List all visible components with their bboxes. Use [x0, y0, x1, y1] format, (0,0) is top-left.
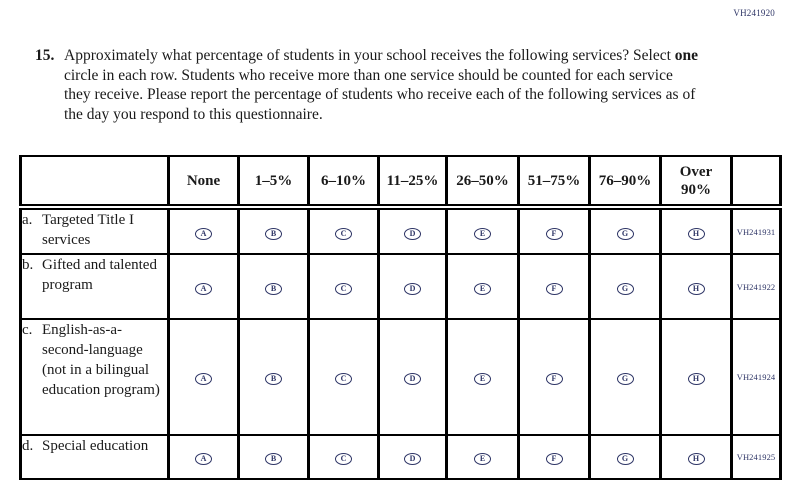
- response-bubble-a-G[interactable]: G: [617, 228, 634, 240]
- response-bubble-c-C[interactable]: C: [335, 373, 352, 385]
- code-column-header: [732, 156, 781, 207]
- response-bubble-c-A[interactable]: A: [195, 373, 212, 385]
- response-bubble-a-E[interactable]: E: [474, 228, 491, 240]
- services-percentage-table: [19, 155, 782, 480]
- response-bubble-a-F[interactable]: F: [546, 228, 563, 240]
- row-label-cell-d: [21, 435, 169, 479]
- response-bubble-a-C[interactable]: C: [335, 228, 352, 240]
- option-cell-a-A: [169, 207, 239, 254]
- question-15: [35, 46, 703, 124]
- row-letter: d.: [22, 438, 34, 454]
- response-bubble-c-G[interactable]: G: [617, 373, 634, 385]
- column-header-1-5: 1–5%: [239, 156, 309, 207]
- option-cell-b-A: [169, 254, 239, 319]
- question-number: 15.: [35, 47, 55, 64]
- column-header-26-50: 26–50%: [447, 156, 519, 207]
- column-header-over-90: Over 90%: [661, 156, 732, 207]
- option-cell-d-D: [379, 435, 447, 479]
- response-bubble-d-E[interactable]: E: [474, 453, 491, 465]
- response-bubble-a-H[interactable]: H: [688, 228, 705, 240]
- response-bubble-c-F[interactable]: F: [546, 373, 563, 385]
- option-cell-a-E: [447, 207, 519, 254]
- response-bubble-d-H[interactable]: H: [688, 453, 705, 465]
- option-cell-a-B: [239, 207, 309, 254]
- option-cell-d-A: [169, 435, 239, 479]
- table-body: [21, 207, 781, 479]
- question-text-segment: circle in each row. Students who receive more than one service should be counted for each service they receive. Please report the percentage of students who receive each of the following services as of the day you respond to this questionnaire.: [64, 66, 696, 123]
- response-bubble-d-F[interactable]: F: [546, 453, 563, 465]
- row-label: Gifted and talented program: [42, 257, 157, 293]
- column-header-none: None: [169, 156, 239, 207]
- row-label: Targeted Title I services: [42, 212, 134, 248]
- row-code: VH241922: [732, 254, 781, 319]
- option-cell-c-B: [239, 319, 309, 435]
- table-header-row: [21, 156, 781, 207]
- question-text-segment: one: [674, 47, 699, 64]
- response-bubble-a-B[interactable]: B: [265, 228, 282, 240]
- response-bubble-d-C[interactable]: C: [335, 453, 352, 465]
- response-bubble-b-F[interactable]: F: [546, 283, 563, 295]
- option-cell-b-E: [447, 254, 519, 319]
- row-label: English-as-a-second-language (not in a bilingual education program): [42, 322, 160, 398]
- option-cell-a-C: [309, 207, 379, 254]
- option-cell-b-F: [519, 254, 590, 319]
- option-cell-b-G: [590, 254, 661, 319]
- response-bubble-a-A[interactable]: A: [195, 228, 212, 240]
- row-code: VH241931: [732, 207, 781, 254]
- column-header-51-75: 51–75%: [519, 156, 590, 207]
- row-letter: a.: [22, 212, 33, 228]
- option-cell-b-D: [379, 254, 447, 319]
- response-bubble-a-D[interactable]: D: [404, 228, 421, 240]
- option-cell-d-H: [661, 435, 732, 479]
- response-bubble-b-B[interactable]: B: [265, 283, 282, 295]
- response-bubble-d-B[interactable]: B: [265, 453, 282, 465]
- option-cell-c-E: [447, 319, 519, 435]
- option-cell-c-G: [590, 319, 661, 435]
- response-bubble-c-H[interactable]: H: [688, 373, 705, 385]
- option-cell-d-G: [590, 435, 661, 479]
- table-row-c: [21, 319, 781, 435]
- row-label-cell-c: [21, 319, 169, 435]
- row-label: Special education: [42, 438, 149, 454]
- response-bubble-c-D[interactable]: D: [404, 373, 421, 385]
- option-cell-c-F: [519, 319, 590, 435]
- response-bubble-b-E[interactable]: E: [474, 283, 491, 295]
- option-cell-a-G: [590, 207, 661, 254]
- response-bubble-d-A[interactable]: A: [195, 453, 212, 465]
- option-cell-d-E: [447, 435, 519, 479]
- response-bubble-b-D[interactable]: D: [404, 283, 421, 295]
- response-bubble-b-C[interactable]: C: [335, 283, 352, 295]
- row-label-cell-b: [21, 254, 169, 319]
- option-cell-b-B: [239, 254, 309, 319]
- question-text: [64, 46, 701, 124]
- table-row-d: [21, 435, 781, 479]
- response-bubble-b-H[interactable]: H: [688, 283, 705, 295]
- question-text-segment: Approximately what percentage of students in your school receives the following services? Select: [64, 47, 675, 64]
- option-cell-a-H: [661, 207, 732, 254]
- option-cell-c-D: [379, 319, 447, 435]
- row-letter: c.: [22, 322, 33, 338]
- table-row-a: [21, 207, 781, 254]
- table-row-b: [21, 254, 781, 319]
- response-bubble-c-E[interactable]: E: [474, 373, 491, 385]
- response-bubble-d-G[interactable]: G: [617, 453, 634, 465]
- response-bubble-c-B[interactable]: B: [265, 373, 282, 385]
- row-label-cell-a: [21, 207, 169, 254]
- option-cell-b-H: [661, 254, 732, 319]
- option-cell-a-D: [379, 207, 447, 254]
- column-header-11-25: 11–25%: [379, 156, 447, 207]
- option-cell-a-F: [519, 207, 590, 254]
- response-bubble-b-G[interactable]: G: [617, 283, 634, 295]
- row-code: VH241924: [732, 319, 781, 435]
- option-cell-c-A: [169, 319, 239, 435]
- option-cell-c-C: [309, 319, 379, 435]
- option-cell-d-C: [309, 435, 379, 479]
- row-label-header: [21, 156, 169, 207]
- column-header-76-90: 76–90%: [590, 156, 661, 207]
- option-cell-d-F: [519, 435, 590, 479]
- option-cell-b-C: [309, 254, 379, 319]
- row-letter: b.: [22, 257, 34, 273]
- option-cell-d-B: [239, 435, 309, 479]
- row-code: VH241925: [732, 435, 781, 479]
- form-code: VH241920: [733, 8, 775, 18]
- response-bubble-b-A[interactable]: A: [195, 283, 212, 295]
- response-bubble-d-D[interactable]: D: [404, 453, 421, 465]
- column-header-6-10: 6–10%: [309, 156, 379, 207]
- option-cell-c-H: [661, 319, 732, 435]
